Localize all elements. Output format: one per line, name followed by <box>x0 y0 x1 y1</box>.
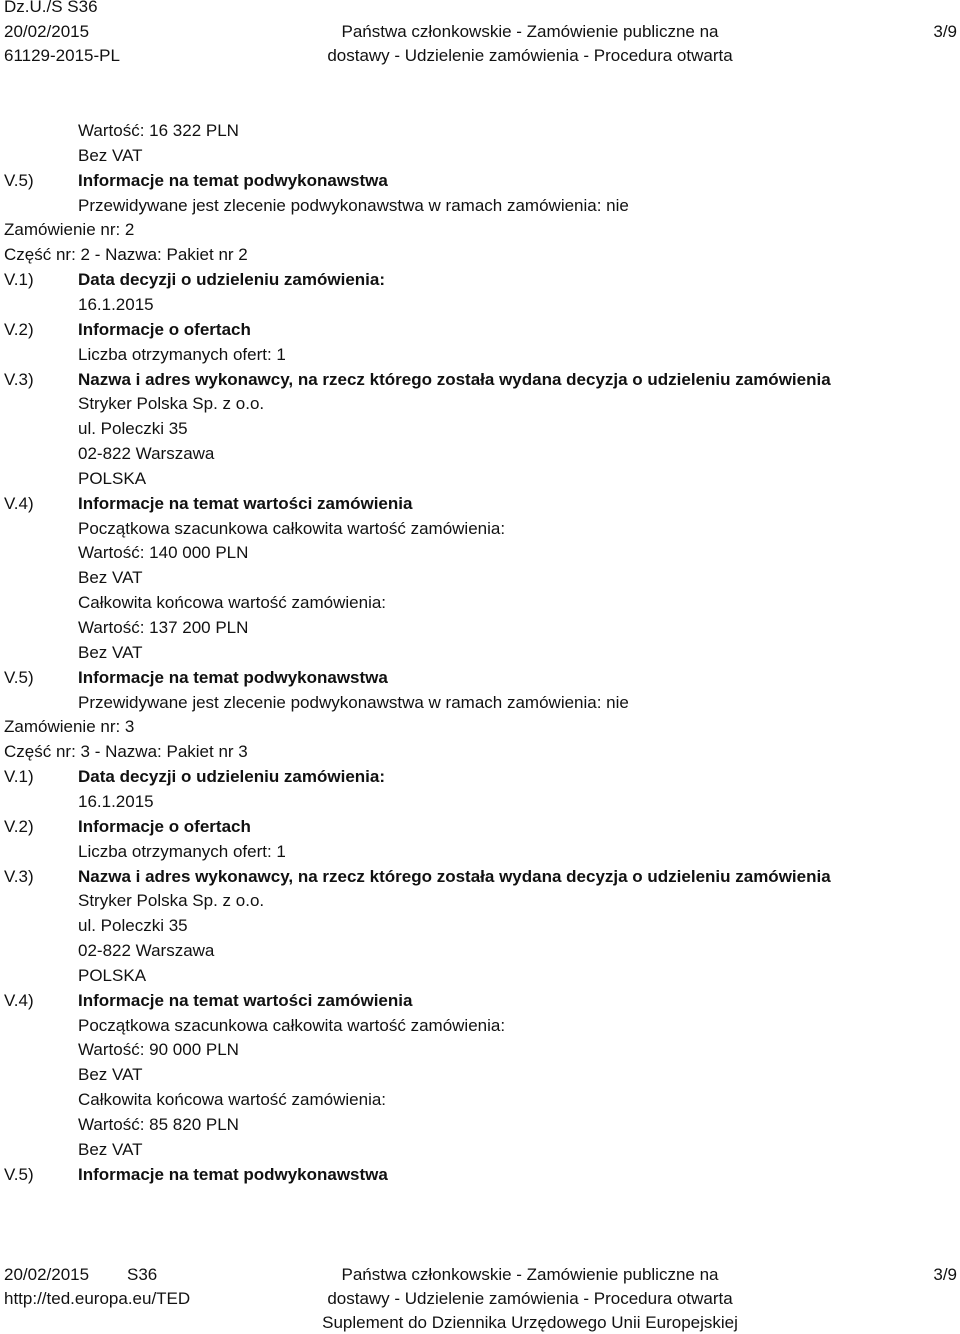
footer-title-line2: dostawy - Udzielenie zamówienia - Procedura otwarta <box>327 1289 733 1308</box>
body-text-line: Wartość: 85 820 PLN <box>78 1115 239 1134</box>
section-heading: Informacje o ofertach <box>78 320 251 339</box>
body-text-line: 16.1.2015 <box>78 792 154 811</box>
section-heading: Nazwa i adres wykonawcy, na rzecz którego została wydana decyzja o udzieleniu zamówienia <box>78 867 831 886</box>
body-text-line: Początkowa szacunkowa całkowita wartość zamówienia: <box>78 519 506 538</box>
section-code: V.3) <box>4 867 34 886</box>
section-heading: Nazwa i adres wykonawcy, na rzecz którego została wydana decyzja o udzieleniu zamówienia <box>78 370 831 389</box>
body-text-line: POLSKA <box>78 469 147 488</box>
section-code: V.1) <box>4 767 34 786</box>
section-heading: Informacje na temat podwykonawstwa <box>78 171 388 190</box>
section-heading: Informacje na temat podwykonawstwa <box>78 1165 388 1184</box>
section-code: V.3) <box>4 370 34 389</box>
section-heading: Informacje o ofertach <box>78 817 251 836</box>
body-text-line: Przewidywane jest zlecenie podwykonawstwa w ramach zamówienia: nie <box>78 693 629 712</box>
header-ref: 61129-2015-PL <box>4 46 120 65</box>
body-text-line: 02-822 Warszawa <box>78 444 215 463</box>
body-text-line: Stryker Polska Sp. z o.o. <box>78 891 265 910</box>
body-text-line: Liczba otrzymanych ofert: 1 <box>78 345 286 364</box>
section-heading: Informacje na temat wartości zamówienia <box>78 494 413 513</box>
body-text-line: Wartość: 16 322 PLN <box>78 121 239 140</box>
footer-date: 20/02/2015 <box>4 1265 90 1284</box>
body-text-line: POLSKA <box>78 966 147 985</box>
body-text-line: ul. Poleczki 35 <box>78 419 188 438</box>
body-text-line: Zamówienie nr: 3 <box>4 717 135 736</box>
header-date: 20/02/2015 <box>4 22 90 41</box>
body-text-line: Przewidywane jest zlecenie podwykonawstwa w ramach zamówienia: nie <box>78 196 629 215</box>
body-text-line: Całkowita końcowa wartość zamówienia: <box>78 593 387 612</box>
body-text-line: Wartość: 90 000 PLN <box>78 1040 239 1059</box>
section-code: V.4) <box>4 991 34 1010</box>
footer-series: S36 <box>127 1265 158 1284</box>
body-text-line: Część nr: 2 - Nazwa: Pakiet nr 2 <box>4 245 248 264</box>
body-text-line: Bez VAT <box>78 1140 143 1159</box>
body-text-line: ul. Poleczki 35 <box>78 916 188 935</box>
header-title-line1: Państwa członkowskie - Zamówienie publiczne na <box>341 22 719 41</box>
section-code: V.5) <box>4 1165 34 1184</box>
footer-page-number: 3/9 <box>933 1265 957 1284</box>
section-code: V.1) <box>4 270 34 289</box>
header-journal: Dz.U./S S36 <box>4 0 98 16</box>
section-heading: Informacje na temat wartości zamówienia <box>78 991 413 1010</box>
body-text-line: Wartość: 140 000 PLN <box>78 543 249 562</box>
section-heading: Data decyzji o udzieleniu zamówienia: <box>78 767 386 786</box>
header-page-number: 3/9 <box>933 22 957 41</box>
body-text-line: Liczba otrzymanych ofert: 1 <box>78 842 286 861</box>
body-text-line: Bez VAT <box>78 568 143 587</box>
section-code: V.5) <box>4 668 34 687</box>
header-title-line2: dostawy - Udzielenie zamówienia - Procedura otwarta <box>327 46 733 65</box>
body-text-line: Bez VAT <box>78 146 143 165</box>
body-text-line: Bez VAT <box>78 1065 143 1084</box>
body-text-line: Początkowa szacunkowa całkowita wartość zamówienia: <box>78 1016 506 1035</box>
section-code: V.4) <box>4 494 34 513</box>
section-heading: Informacje na temat podwykonawstwa <box>78 668 388 687</box>
body-text-line: Bez VAT <box>78 643 143 662</box>
section-code: V.2) <box>4 320 34 339</box>
section-code: V.5) <box>4 171 34 190</box>
body-text-line: Część nr: 3 - Nazwa: Pakiet nr 3 <box>4 742 248 761</box>
body-text-line: Stryker Polska Sp. z o.o. <box>78 394 265 413</box>
section-heading: Data decyzji o udzieleniu zamówienia: <box>78 270 386 289</box>
footer-url[interactable]: http://ted.europa.eu/TED <box>4 1289 191 1308</box>
body-text-line: Całkowita końcowa wartość zamówienia: <box>78 1090 387 1109</box>
body-text-line: 02-822 Warszawa <box>78 941 215 960</box>
section-code: V.2) <box>4 817 34 836</box>
body-text-line: 16.1.2015 <box>78 295 154 314</box>
body-text-line: Wartość: 137 200 PLN <box>78 618 249 637</box>
footer-title-line1: Państwa członkowskie - Zamówienie publiczne na <box>341 1265 719 1284</box>
body-text-line: Zamówienie nr: 2 <box>4 220 135 239</box>
footer-title-line3: Suplement do Dziennika Urzędowego Unii Europejskiej <box>322 1313 738 1332</box>
